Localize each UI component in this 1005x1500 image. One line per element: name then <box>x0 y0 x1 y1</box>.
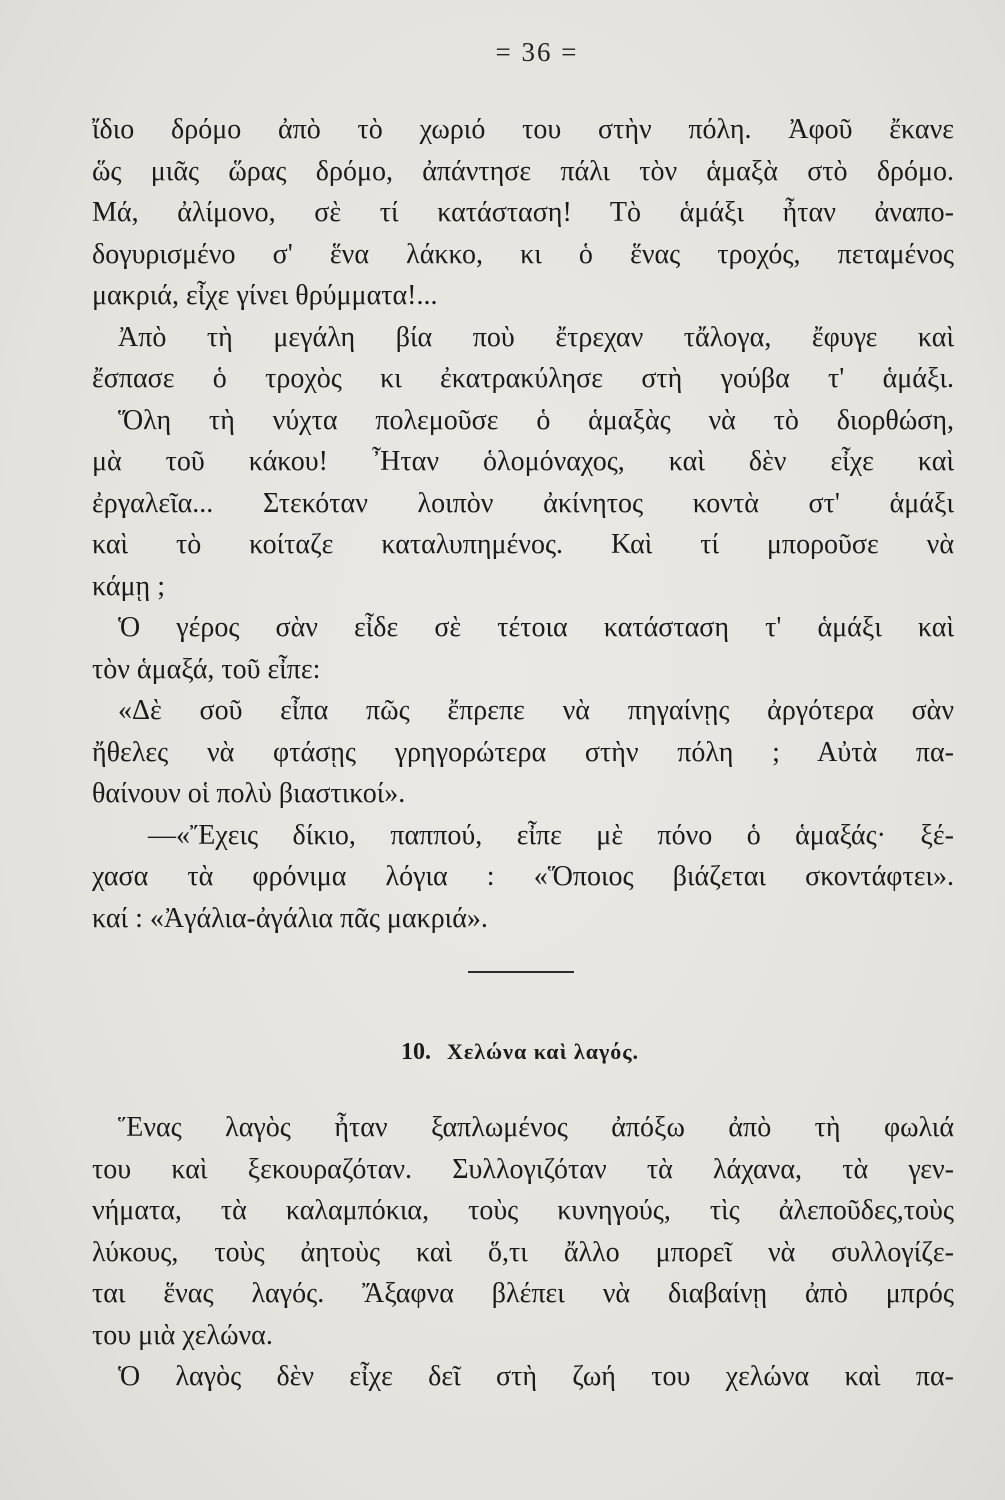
section-divider <box>468 971 574 973</box>
section-heading <box>40 1032 1000 1075</box>
text-line: του καὶ ξεκουραζόταν. Συλλογιζόταν τὰ λάχανα, τὰ γεν- <box>92 1153 954 1185</box>
text-line: Ἕνας λαγὸς ἦταν ξαπλωμένος ἀπόξω ἀπὸ τὴ φωλιά <box>118 1112 954 1143</box>
text-line: Μά, ἀλίμονο, σὲ τί κατάσταση! Τὸ ἁμάξι ἦταν ἀναπο- <box>92 197 954 228</box>
text-line: ὥς μιᾶς ὥρας δρόμο, ἀπάντησε πάλι τὸν ἁμαξὰ στὸ δρόμο. <box>92 155 954 187</box>
text-line: του μιὰ χελώνα. <box>92 1319 273 1351</box>
text-line: Ὁ λαγὸς δὲν εἶχε δεῖ στὴ ζωή του χελώνα καὶ πα- <box>118 1361 954 1392</box>
text-line: ἔσπασε ὁ τροχὸς κι ἐκατρακύλησε στὴ γούβα τ' ἁμάξι. <box>92 363 954 394</box>
text-line: ἴδιο δρόμο ἀπὸ τὸ χωριό του στὴν πόλη. Ἀφοῦ ἔκανε <box>92 114 954 145</box>
section-title: Χελώνα καὶ λαγός. <box>446 1039 640 1064</box>
text-line: νήματα, τὰ καλαμπόκια, τοὺς κυνηγούς, τὶς ἀλεποῦδες,τοὺς <box>92 1195 954 1226</box>
text-line: ται ἕνας λαγός. Ἄξαφνα βλέπει νὰ διαβαίνῃ ἀπὸ μπρός <box>92 1278 954 1309</box>
text-line: τὸν ἁμαξά, τοῦ εἶπε: <box>92 653 321 685</box>
text-line: Ὁ γέρος σὰν εἶδε σὲ τέτοια κατάσταση τ' ἁμάξι καὶ <box>118 612 954 643</box>
page-number: = 36 = <box>495 37 579 67</box>
text-line: καὶ τὸ κοίταζε καταλυπημένος. Καὶ τί μποροῦσε νὰ <box>92 529 954 560</box>
text-line: μὰ τοῦ κάκου! Ἦταν ὁλομόναχος, καὶ δὲν εἶχε καὶ <box>92 446 954 477</box>
text-line: θαίνουν οἱ πολὺ βιαστικοί». <box>92 778 406 809</box>
text-line: δογυρισμένο σ' ἕνα λάκκο, κι ὁ ἕνας τροχός, πεταμένος <box>92 238 954 270</box>
text-line: ἤθελες νὰ φτάσῃς γρηγορώτερα στὴν πόλη ; Αὐτὰ πα- <box>92 736 954 768</box>
story-continued-text <box>92 109 954 939</box>
text-line: «Δὲ σοῦ εἶπα πῶς ἔπρεπε νὰ πηγαίνῃς ἀργότερα σὰν <box>118 695 954 726</box>
section-number: 10. <box>400 1039 431 1065</box>
text-line: χασα τὰ φρόνιμα λόγια : «Ὅποιος βιάζεται σκοντάφτει». <box>92 861 954 892</box>
story-new-text <box>92 1107 954 1398</box>
text-line: μακριά, εἶχε γίνει θρύμματα!... <box>92 280 438 311</box>
text-line: λύκους, τοὺς ἀητοὺς καὶ ὅ,τι ἄλλο μπορεῖ νὰ συλλογίζε- <box>92 1236 954 1268</box>
text-line: —«Ἔχεις δίκιο, παππού, εἶπε μὲ πόνο ὁ ἁμαξάς· ξέ- <box>148 819 954 851</box>
text-line: καί : «Ἀγάλια-ἀγάλια πᾶς μακριά». <box>92 902 488 934</box>
text-line: ἐργαλεῖα... Στεκόταν λοιπὸν ἀκίνητος κοντὰ στ' ἁμάξι <box>92 487 954 519</box>
text-line: κάμῃ ; <box>92 570 165 602</box>
text-line: Ἀπὸ τὴ μεγάλη βία ποὺ ἔτρεχαν τἄλογα, ἔφυγε καὶ <box>118 321 954 353</box>
text-line: Ὅλη τὴ νύχτα πολεμοῦσε ὁ ἁμαξὰς νὰ τὸ διορθώση, <box>118 404 954 436</box>
